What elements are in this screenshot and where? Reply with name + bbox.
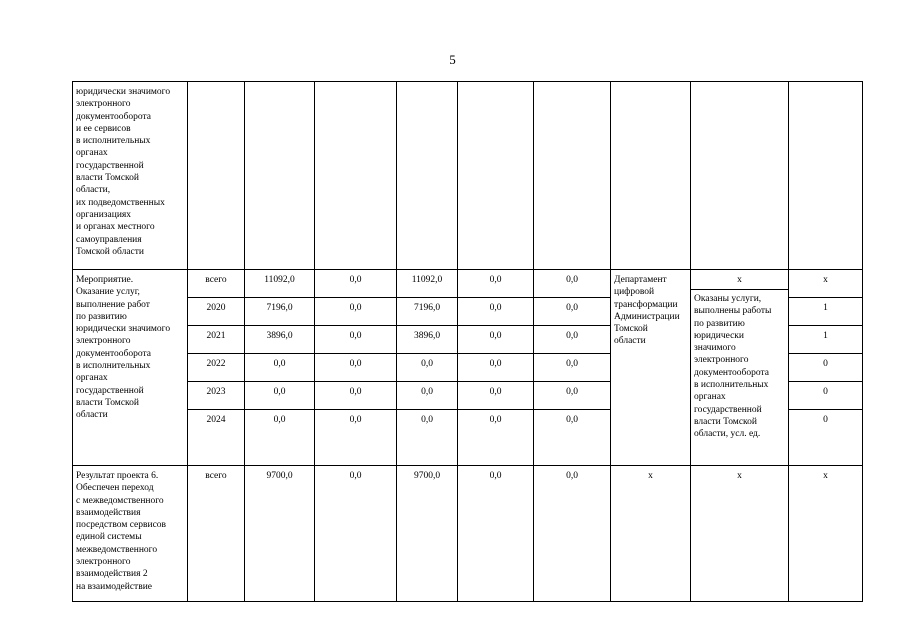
other-cell: 0,0: [534, 382, 611, 410]
page-number: 5: [449, 52, 456, 67]
event-indicator-header-text: x: [737, 275, 742, 285]
table-row-event-total: [73, 270, 863, 298]
federal-cell: 0,0: [315, 326, 397, 354]
continuation-description: [73, 82, 188, 270]
empty-cell: [611, 82, 691, 270]
regional-cell: 0,0: [397, 354, 458, 382]
empty-cell: [458, 82, 534, 270]
total-cell: 0,0: [245, 382, 315, 410]
local-cell: 0,0: [458, 326, 534, 354]
other-cell: 0,0: [534, 326, 611, 354]
budget-table: [72, 81, 863, 602]
federal-cell: 0,0: [315, 298, 397, 326]
regional-cell: 0,0: [397, 410, 458, 466]
event-department-text: Департамент цифровой трансформации Администрации Томской области: [614, 275, 680, 347]
other-cell: 0,0: [534, 354, 611, 382]
event-description-text: Мероприятие. Оказание услуг, выполнение работ по развитию юридически значимого электронного документооборота в исполнительных органах государственной власти Томской области: [76, 275, 171, 421]
other-cell: 0,0: [534, 410, 611, 466]
regional-cell: 7196,0: [397, 298, 458, 326]
federal-cell: 0,0: [315, 410, 397, 466]
continuation-description-text: юридически значимого электронного документооборота и ее сервисов в исполнительных органах государственной власти Томской области, их подведомственных организациях и органах местного самоуправления Томской области: [76, 87, 171, 257]
federal-cell: 0,0: [315, 466, 397, 602]
local-cell: 0,0: [458, 298, 534, 326]
result-indicator: x: [691, 466, 789, 602]
table-row-result: [73, 466, 863, 602]
period-cell: всего: [188, 466, 245, 602]
total-cell: 3896,0: [245, 326, 315, 354]
value-cell: 0: [789, 354, 863, 382]
empty-cell: [789, 82, 863, 270]
value-cell: 1: [789, 298, 863, 326]
local-cell: 0,0: [458, 354, 534, 382]
result-value: x: [789, 466, 863, 602]
period-cell: всего: [188, 270, 245, 298]
regional-cell: 9700,0: [397, 466, 458, 602]
local-cell: 0,0: [458, 270, 534, 298]
period-cell: 2021: [188, 326, 245, 354]
total-cell: 11092,0: [245, 270, 315, 298]
event-indicator: [691, 270, 789, 466]
period-cell: 2023: [188, 382, 245, 410]
regional-cell: 3896,0: [397, 326, 458, 354]
event-description: [73, 270, 188, 466]
empty-cell: [691, 82, 789, 270]
period-cell: 2020: [188, 298, 245, 326]
total-cell: 7196,0: [245, 298, 315, 326]
local-cell: 0,0: [458, 410, 534, 466]
period-cell: 2022: [188, 354, 245, 382]
regional-cell: 11092,0: [397, 270, 458, 298]
value-cell: x: [789, 270, 863, 298]
local-cell: 0,0: [458, 382, 534, 410]
value-cell: 1: [789, 326, 863, 354]
table-row-continuation: [73, 82, 863, 270]
event-indicator-body: [691, 289, 788, 441]
result-description-text: Результат проекта 6. Обеспечен переход с межведомственного взаимодействия посредством сервисов единой системы межведомственного электронного взаимодействия 2 на взаимодействие: [76, 471, 167, 592]
empty-cell: [188, 82, 245, 270]
total-cell: 9700,0: [245, 466, 315, 602]
empty-cell: [245, 82, 315, 270]
event-department: [611, 270, 691, 466]
total-cell: 0,0: [245, 354, 315, 382]
other-cell: 0,0: [534, 270, 611, 298]
result-department: x: [611, 466, 691, 602]
value-cell: 0: [789, 382, 863, 410]
event-indicator-text: Оказаны услуги, выполнены работы по развитию юридически значимого электронного документооборота в исполнительных органах государственной власти Томской области, усл. ед.: [694, 294, 772, 440]
event-indicator-header: [694, 270, 785, 289]
value-cell: 0: [789, 410, 863, 466]
local-cell: 0,0: [458, 466, 534, 602]
other-cell: 0,0: [534, 466, 611, 602]
other-cell: 0,0: [534, 298, 611, 326]
federal-cell: 0,0: [315, 270, 397, 298]
result-description: [73, 466, 188, 602]
regional-cell: 0,0: [397, 382, 458, 410]
period-cell: 2024: [188, 410, 245, 466]
total-cell: 0,0: [245, 410, 315, 466]
empty-cell: [397, 82, 458, 270]
federal-cell: 0,0: [315, 382, 397, 410]
federal-cell: 0,0: [315, 354, 397, 382]
empty-cell: [315, 82, 397, 270]
empty-cell: [534, 82, 611, 270]
